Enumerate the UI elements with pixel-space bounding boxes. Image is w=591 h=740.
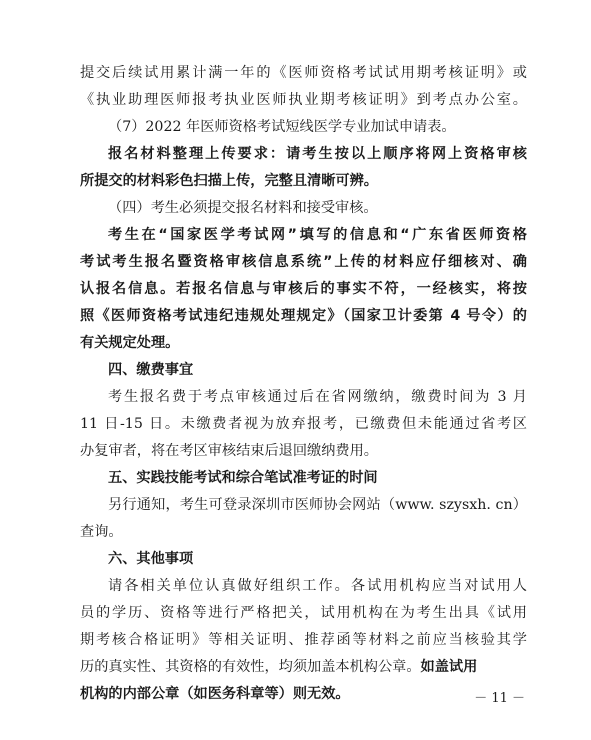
paragraph-line-bold: 认报名信息。若报名信息与审核后的事实不符，一经核实，将按 (80, 281, 527, 297)
paragraph-line: （7）2022 年医师资格考试短线医学专业加试申请表。 (108, 119, 456, 135)
paragraph-line-bold: 考试考生报名暨资格审核信息系统”上传的材料应仔细核对、确 (80, 254, 527, 270)
paragraph-line: 考生报名费于考点审核通过后在省网缴纳，缴费时间为 3 月 (108, 389, 527, 405)
section-heading: 六、其他事项 (108, 551, 194, 567)
section-heading: 五、实践技能考试和综合笔试准考证的时间 (108, 470, 378, 486)
paragraph-line: 11 日-15 日。未缴费者视为放弃报考，已缴费但未能通过省考区 (80, 416, 527, 432)
paragraph-line-bold: 机构的内部公章（如医务科章等）则无效。 (80, 686, 350, 702)
paragraph-line: 提交后续试用累计满一年的《医师资格考试试用期考核证明》或 (80, 65, 527, 81)
paragraph-line-bold: 所提交的材料彩色扫描上传，完整且清晰可辨。 (80, 173, 378, 189)
paragraph-line-bold: 报名材料整理上传要求：请考生按以上顺序将网上资格审核 (108, 146, 527, 162)
document-body (80, 60, 527, 708)
paragraph-line-mixed (80, 654, 527, 681)
paragraph-line: 另行通知，考生可登录深圳市医师协会网站（www. szysxh. cn） (108, 497, 527, 513)
paragraph-line: 期考核合格证明》等相关证明、推荐函等材料之前应当核验其学 (80, 632, 527, 648)
section-heading: 四、缴费事宜 (108, 362, 194, 378)
paragraph-text-bold: 如盖试用 (420, 659, 478, 675)
paragraph-line-bold: 有关规定处理。 (80, 335, 180, 351)
paragraph-line: 查询。 (80, 524, 123, 540)
paragraph-line: 《执业助理医师报考执业医师执业期考核证明》到考点办公室。 (80, 92, 527, 108)
paragraph-line: 员的学历、资格等进行严格把关，试用机构在为考生出具《试用 (80, 605, 527, 621)
page-number: － 11 － (474, 691, 525, 706)
paragraph-line-bold: 考生在“国家医学考试网”填写的信息和“广东省医师资格 (108, 227, 527, 243)
paragraph-text: 历的真实性、其资格的有效性，均须加盖本机构公章。 (80, 659, 421, 675)
paragraph-line-bold: 照《医师资格考试违纪违规处理规定》（国家卫计委第 4 号令）的 (80, 308, 527, 324)
paragraph-line: 请各相关单位认真做好组织工作。各试用机构应当对试用人 (108, 578, 527, 594)
paragraph-line: 办复审者，将在考区审核结束后退回缴纳费用。 (80, 443, 378, 459)
paragraph-line: （四）考生必须提交报名材料和接受审核。 (108, 200, 378, 216)
